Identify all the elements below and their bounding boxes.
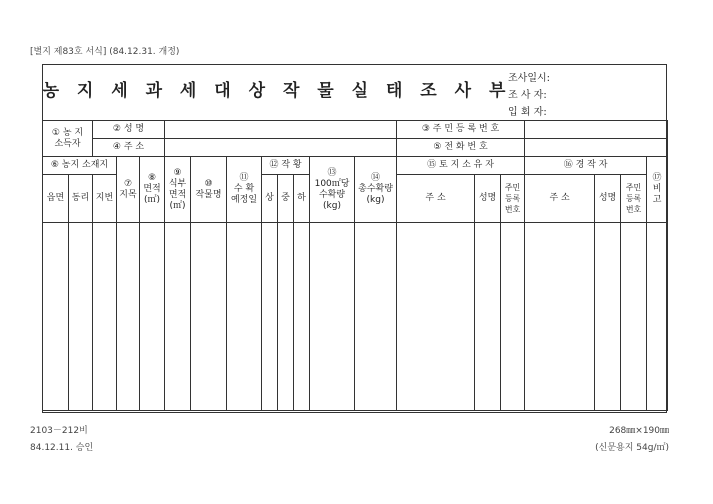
condition-low-header: 하: [294, 175, 310, 223]
table-cell[interactable]: [140, 223, 165, 411]
survey-table: [42, 120, 668, 411]
table-cell[interactable]: [501, 223, 525, 411]
crop-header: ⑩ 작물명: [191, 157, 227, 223]
eup-header: 읍면: [43, 175, 69, 223]
cultivator-group-header: ⑯ 경 작 자: [525, 157, 647, 175]
address-field[interactable]: [165, 139, 397, 157]
table-cell[interactable]: [191, 223, 227, 411]
table-row: [43, 223, 668, 411]
dong-header: 동리: [69, 175, 93, 223]
harvest-date-header: ⑪ 수 확 예정일: [227, 157, 262, 223]
jimok-header: ⑦ 지목: [117, 157, 140, 223]
total-yield-header: ⑭ 총수확량 (kg): [355, 157, 397, 223]
rrn-label: ③ 주 민 등 록 번 호: [397, 121, 525, 139]
location-group-header: ⑥ 농지 소재지: [43, 157, 117, 175]
cultivator-address-header: 주 소: [525, 175, 595, 223]
surveyor-label: 조 사 자:: [508, 90, 547, 101]
table-cell[interactable]: [227, 223, 262, 411]
name-label: ② 성 명: [93, 121, 165, 139]
plant-area-header: ⑨ 식부 면적 (㎡): [165, 157, 191, 223]
table-cell[interactable]: [93, 223, 117, 411]
approval-date: 84.12.11. 승인: [30, 443, 94, 453]
land-owner-group-header: ⑮ 토 지 소 유 자: [397, 157, 525, 175]
rrn-field[interactable]: [525, 121, 668, 139]
table-cell[interactable]: [475, 223, 501, 411]
table-cell[interactable]: [397, 223, 475, 411]
jibun-header: 지번: [93, 175, 117, 223]
farmland-owner-label: ① 농 지 소득자: [43, 121, 93, 157]
condition-group-header: ⑫ 작 황: [262, 157, 310, 175]
table-cell[interactable]: [262, 223, 278, 411]
address-label: ④ 주 소: [93, 139, 165, 157]
condition-high-header: 상: [262, 175, 278, 223]
note-header: ⑰ 비 고: [647, 157, 668, 223]
table-cell[interactable]: [355, 223, 397, 411]
witness-label: 입 회 자:: [508, 107, 547, 118]
land-owner-name-header: 성명: [475, 175, 501, 223]
table-cell[interactable]: [621, 223, 647, 411]
yield-per-100-header: ⑬ 100㎡당 수확량 (kg): [310, 157, 355, 223]
survey-date-label: 조사일시:: [508, 73, 551, 84]
table-cell[interactable]: [69, 223, 93, 411]
table-cell[interactable]: [165, 223, 191, 411]
cultivator-rrn-header: 주민 등록 번호: [621, 175, 647, 223]
phone-label: ⑤ 전 화 번 호: [397, 139, 525, 157]
area-header: ⑧ 면적 (㎡): [140, 157, 165, 223]
table-cell[interactable]: [43, 223, 69, 411]
table-cell[interactable]: [595, 223, 621, 411]
table-cell[interactable]: [310, 223, 355, 411]
table-cell[interactable]: [117, 223, 140, 411]
page-title: 농 지 세 과 세 대 상 작 물 실 태 조 사 부: [42, 81, 512, 101]
condition-mid-header: 중: [278, 175, 294, 223]
cultivator-name-header: 성명: [595, 175, 621, 223]
name-field[interactable]: [165, 121, 397, 139]
table-cell[interactable]: [294, 223, 310, 411]
land-owner-address-header: 주 소: [397, 175, 475, 223]
table-cell[interactable]: [525, 223, 595, 411]
paper-type: (신문용지 54g/㎡): [595, 443, 669, 453]
form-code: 2103－212비: [30, 426, 88, 436]
phone-field[interactable]: [525, 139, 668, 157]
table-cell[interactable]: [278, 223, 294, 411]
form-number: [별지 제83호 서식] (84.12.31. 개정): [30, 47, 180, 57]
table-cell[interactable]: [647, 223, 668, 411]
paper-size: 268㎜×190㎜: [609, 426, 669, 436]
land-owner-rrn-header: 주민 등록 번호: [501, 175, 525, 223]
